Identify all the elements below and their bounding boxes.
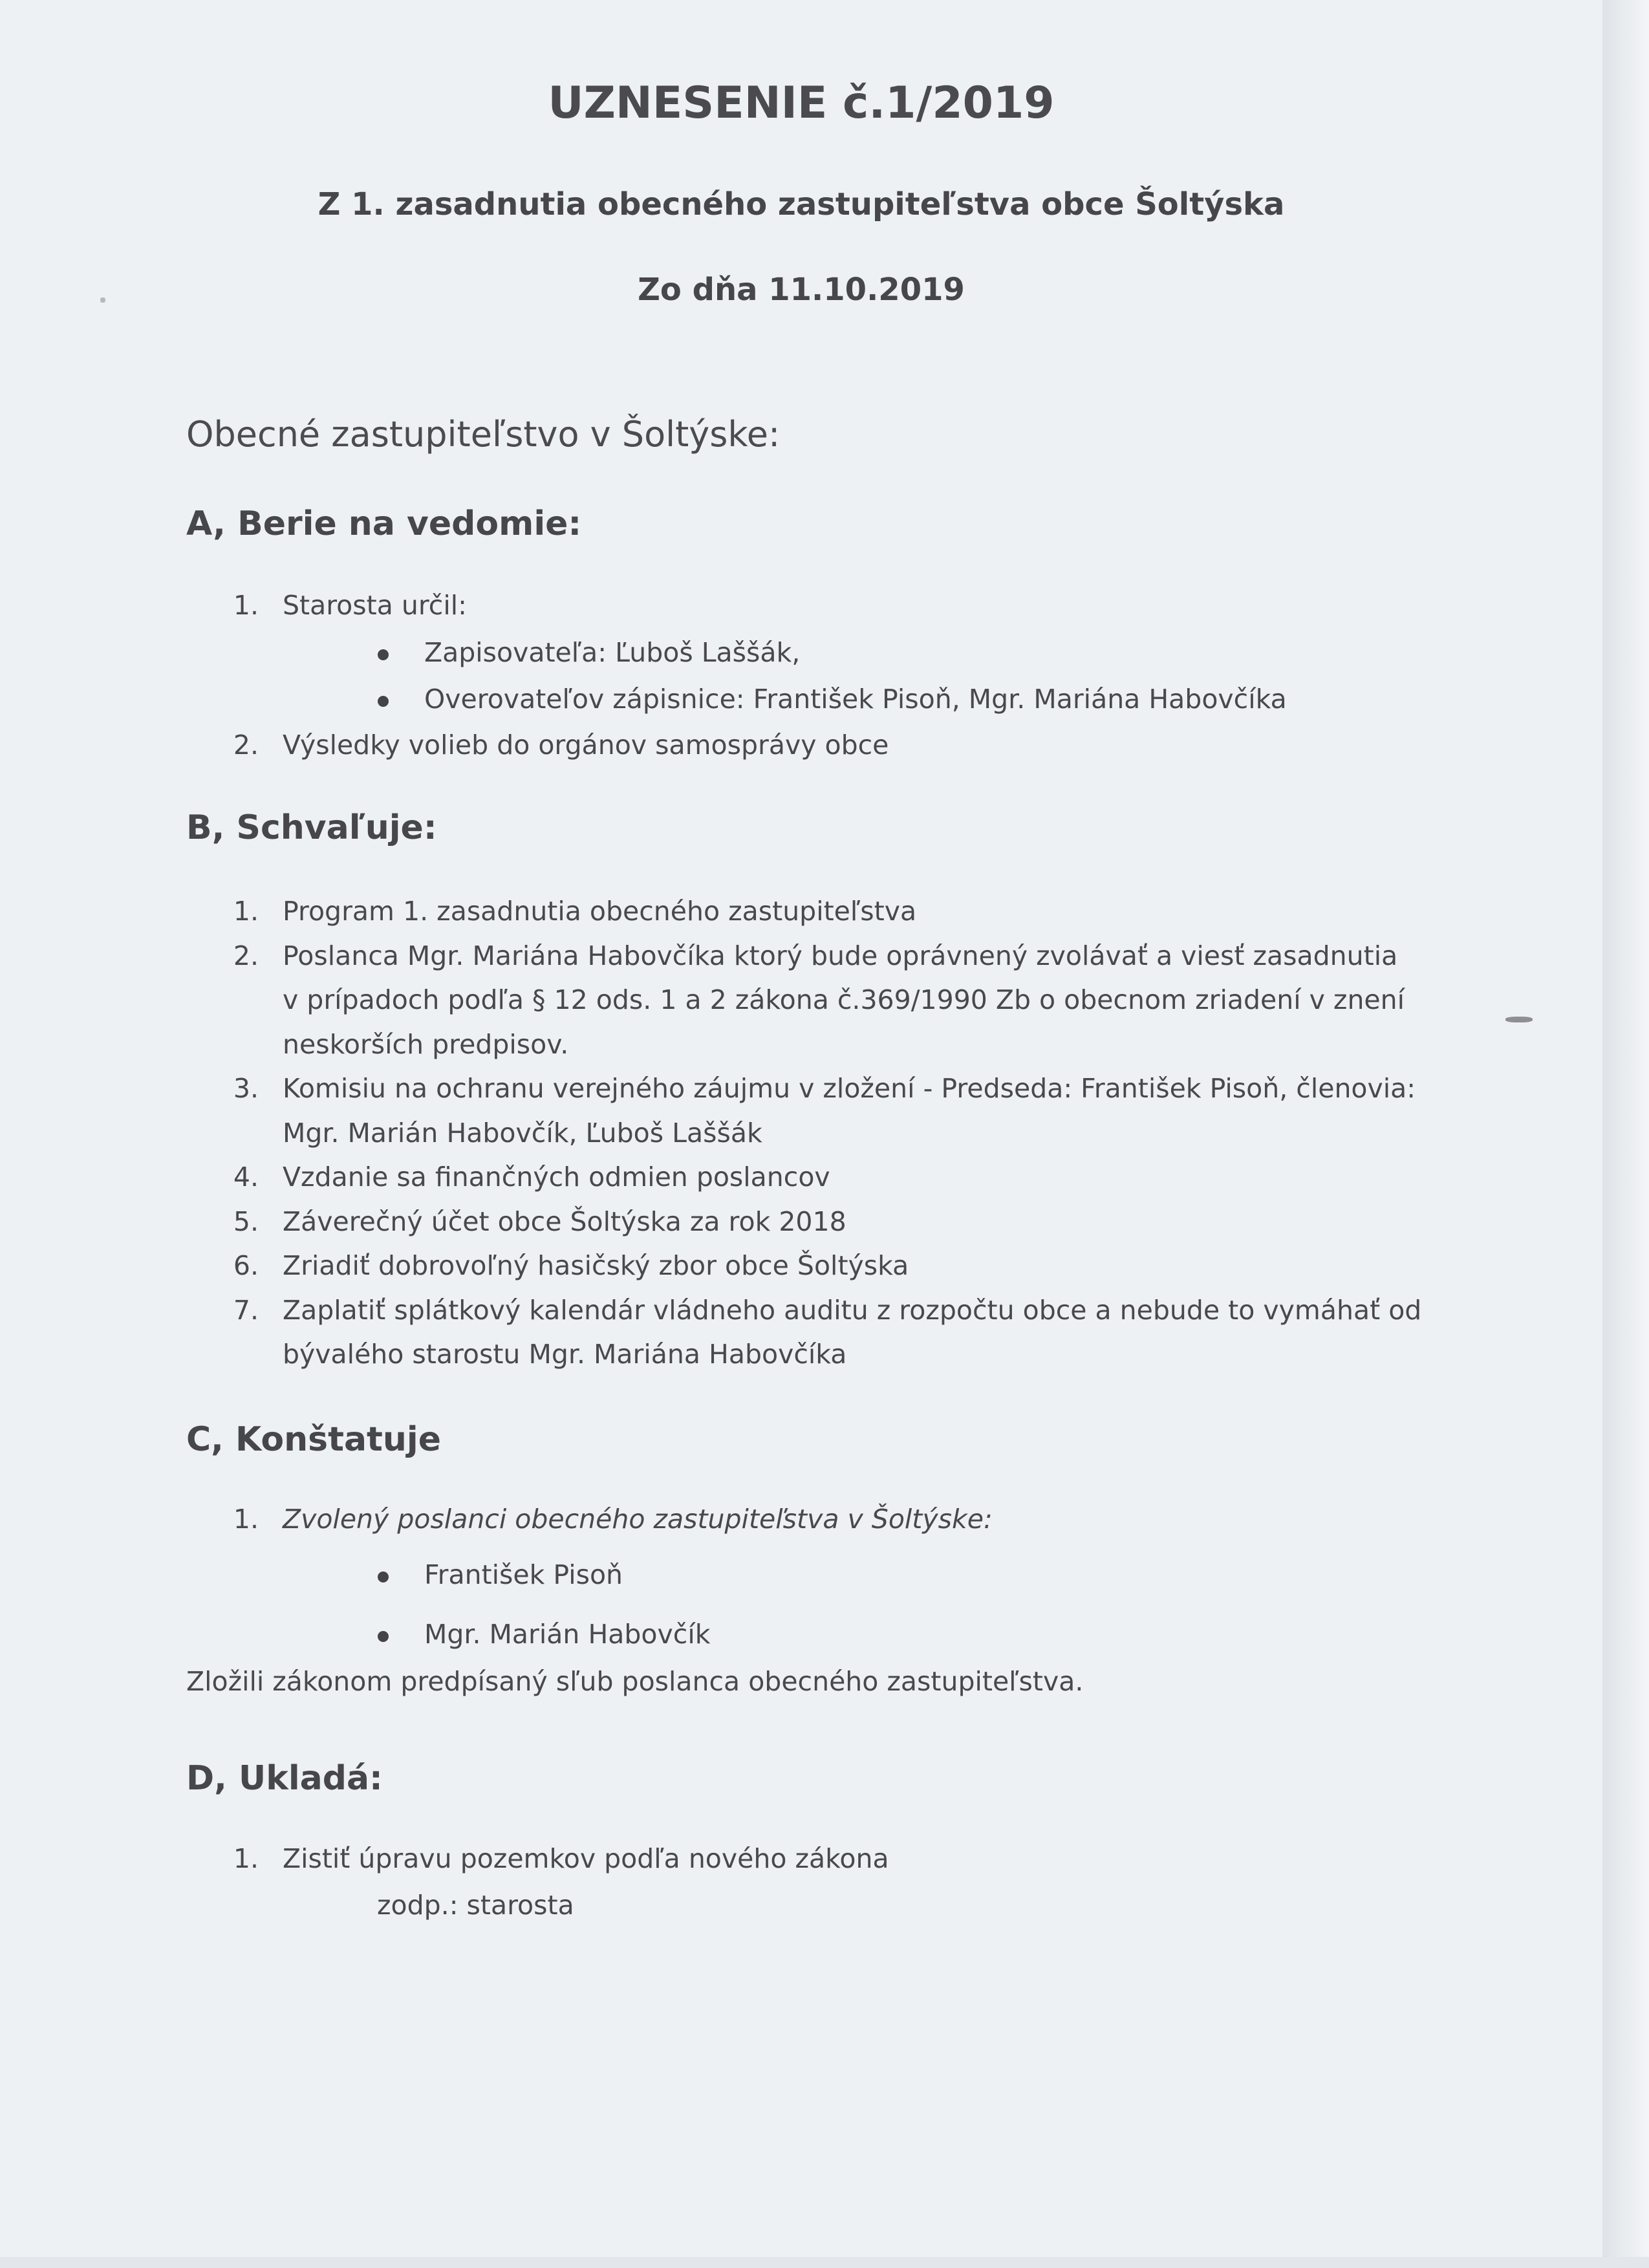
list-item-line: v prípadoch podľa § 12 ods. 1 a 2 zákona č.369/1990 Zb o obecnom zriadení v znení: [283, 984, 1405, 1015]
page-bottom-shadow: [0, 2257, 1649, 2268]
bullet-icon: [378, 1631, 389, 1642]
intro-line: Obecné zastupiteľstvo v Šoltýske:: [186, 414, 781, 455]
closing-statement: Zložili zákonom predpísaný sľub poslanca obecného zastupiteľstva.: [186, 1666, 1084, 1697]
list-number: 2.: [233, 940, 259, 971]
list-number: 2.: [233, 729, 259, 761]
bullet-icon: [378, 1571, 389, 1582]
bullet-item: Zapisovateľa: Ľuboš Laššák,: [424, 637, 801, 668]
list-number: 5.: [233, 1205, 259, 1237]
list-item-line: neskorších predpisov.: [283, 1028, 569, 1060]
page-edge-shadow: [1602, 0, 1649, 2268]
list-item-line: bývalého starostu Mgr. Mariána Habovčíka: [283, 1339, 847, 1370]
scan-speck: [100, 297, 105, 303]
section-b-heading: B, Schvaľuje:: [186, 808, 437, 847]
list-item: Starosta určil:: [283, 590, 467, 621]
bullet-icon: [378, 649, 389, 660]
document-title: UZNESENIE č.1/2019: [548, 78, 1055, 129]
section-c-heading: C, Konštatuje: [186, 1420, 442, 1459]
responsible-line: zodp.: starosta: [377, 1890, 574, 1921]
document-date: Zo dňa 11.10.2019: [638, 272, 965, 308]
list-item: Zistiť úpravu pozemkov podľa nového zákona: [283, 1843, 889, 1874]
list-item-line: Program 1. zasadnutia obecného zastupiteľstva: [283, 896, 917, 927]
list-item: Výsledky volieb do orgánov samosprávy obce: [283, 729, 889, 761]
list-number: 1.: [233, 1504, 259, 1535]
list-number: 4.: [233, 1161, 259, 1193]
scan-speck: [1505, 1017, 1533, 1022]
bullet-item: Mgr. Marián Habovčík: [424, 1619, 711, 1650]
bullet-item: František Pisoň: [424, 1559, 623, 1590]
list-item-line: Poslanca Mgr. Mariána Habovčíka ktorý bude oprávnený zvolávať a viesť zasadnutia: [283, 940, 1398, 971]
list-item-line: Vzdanie sa finančných odmien poslancov: [283, 1161, 830, 1193]
section-d-heading: D, Ukladá:: [186, 1759, 383, 1798]
section-a-heading: A, Berie na vedomie:: [186, 504, 582, 543]
list-item-line: Mgr. Marián Habovčík, Ľuboš Laššák: [283, 1117, 762, 1149]
bullet-item: Overovateľov zápisnice: František Pisoň, Mgr. Mariána Habovčíka: [424, 684, 1287, 715]
list-number: 7.: [233, 1294, 259, 1326]
list-number: 1.: [233, 896, 259, 927]
list-number: 1.: [233, 1843, 259, 1874]
list-item-line: Zaplatiť splátkový kalendár vládneho auditu z rozpočtu obce a nebude to vymáhať od: [283, 1294, 1422, 1326]
list-item-line: Záverečný účet obce Šoltýska za rok 2018: [283, 1205, 846, 1237]
list-number: 6.: [233, 1250, 259, 1281]
list-item: Zvolený poslanci obecného zastupiteľstva v Šoltýske:: [283, 1504, 993, 1535]
list-item-line: Zriadiť dobrovoľný hasičský zbor obce Šoltýska: [283, 1250, 909, 1281]
list-number: 3.: [233, 1073, 259, 1104]
document-subtitle: Z 1. zasadnutia obecného zastupiteľstva obce Šoltýska: [318, 186, 1285, 222]
bullet-icon: [378, 696, 389, 707]
list-item-line: Komisiu na ochranu verejného záujmu v zložení - Predseda: František Pisoň, členovia:: [283, 1073, 1416, 1104]
list-number: 1.: [233, 590, 259, 621]
